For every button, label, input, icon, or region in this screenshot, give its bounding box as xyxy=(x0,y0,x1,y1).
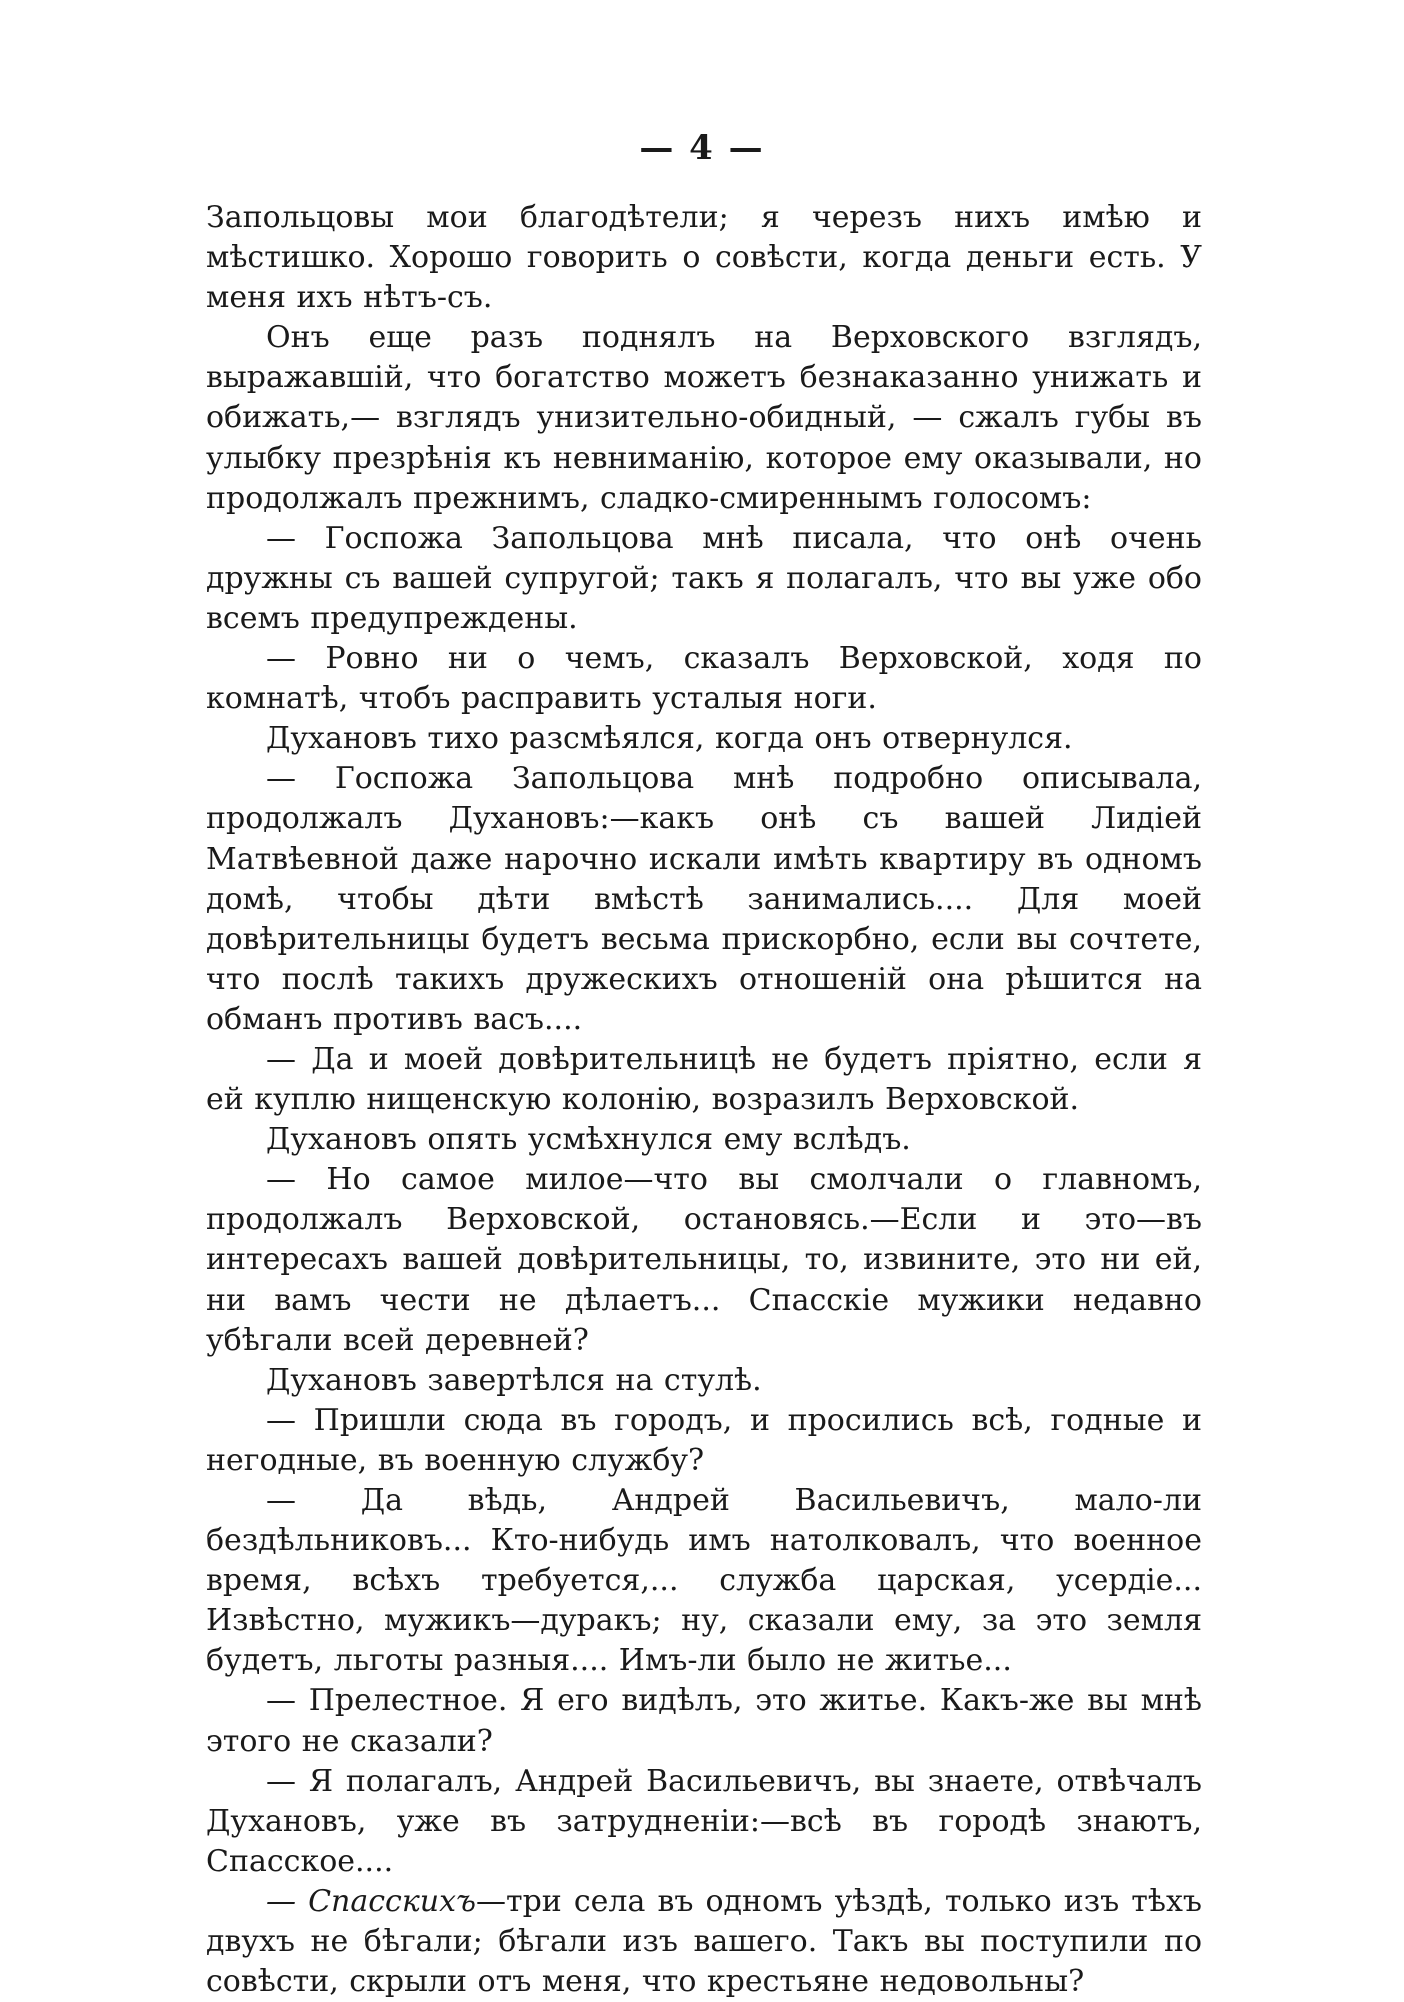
paragraph: — Да вѣдь, Андрей Васильевичъ, мало-ли бездѣльниковъ... Кто-нибудь имъ натолковалъ, что военное время, всѣхъ требуется,... служба царская, усердіе... Извѣстно, мужикъ—дуракъ; ну, сказали ему, за это земля будетъ, льготы разныя.... Имъ-ли было не житье... xyxy=(206,1483,1202,1679)
paragraph-last-text: —три села въ одномъ уѣздѣ, только изъ тѣхъ двухъ не бѣгали; бѣгали изъ вашего. Такъ вы поступили по совѣсти, скрыли отъ меня, что крестьяне недовольны? xyxy=(206,1883,1202,2000)
paragraph: Духановъ опять усмѣхнулся ему вслѣдъ. xyxy=(266,1122,911,1158)
paragraph: — Госпожа Запольцова мнѣ подробно описывала, продолжалъ Духановъ:—какъ онѣ съ вашей Лидіей Матвѣевной даже нарочно искали имѣть квартиру въ одномъ домѣ, чтобы дѣти вмѣстѣ занимались.... Для моей довѣрительницы будетъ весьма прискорбно, если вы сочтете, что послѣ такихъ дружескихъ отношеній она рѣшится на обманъ противъ васъ.... xyxy=(206,761,1202,1037)
paragraph: Духановъ тихо разсмѣялся, когда онъ отвернулся. xyxy=(266,721,1073,757)
paragraph: — Прелестное. Я его видѣлъ, это житье. Какъ-же вы мнѣ этого не сказали? xyxy=(206,1683,1202,1759)
paragraph: Запольцовы мои благодѣтели; я черезъ нихъ имѣю и мѣстишко. Хорошо говорить о совѣсти, когда деньги есть. У меня ихъ нѣтъ-съ. xyxy=(206,200,1202,316)
italic-lead-word: — Спасскихъ xyxy=(266,1883,476,1919)
paragraph: — Ровно ни о чемъ, сказалъ Верховской, ходя по комнатѣ, чтобъ расправить усталыя ноги. xyxy=(206,641,1202,717)
page-text xyxy=(206,198,1202,2002)
paragraph: — Пришли сюда въ городъ, и просились всѣ, годные и негодные, въ военную службу? xyxy=(206,1402,1202,1478)
paragraph: Онъ еще разъ поднялъ на Верховского взглядъ, выражавшій, что богатство можетъ безнаказанно унижать и обижать,— взглядъ унизительно-обидный, — сжалъ губы въ улыбку презрѣнія къ невниманію, которое ему оказывали, но продолжалъ прежнимъ, сладко-смиреннымъ голосомъ: xyxy=(206,320,1202,516)
paragraph: — Госпожа Запольцова мнѣ писала, что онѣ очень дружны съ вашей супругой; такъ я полагалъ, что вы уже обо всемъ предупреждены. xyxy=(206,520,1202,636)
paragraph: Духановъ завертѣлся на стулѣ. xyxy=(266,1362,762,1398)
paragraph: — Я полагалъ, Андрей Васильевичъ, вы знаете, отвѣчалъ Духановъ, уже въ затрудненіи:—всѣ въ городѣ знаютъ, Спасское.... xyxy=(206,1763,1202,1879)
paragraph: — Но самое милое—что вы смолчали о главномъ, продолжалъ Верховской, остановясь.—Если и это—въ интересахъ вашей довѣрительницы, то, извините, это ни ей, ни вамъ чести не дѣлаетъ... Спасскіе мужики недавно убѣгали всей деревней? xyxy=(206,1162,1202,1358)
page-number: — 4 — xyxy=(639,128,765,168)
paragraph: — Да и моей довѣрительницѣ не будетъ пріятно, если я ей куплю нищенскую колонію, возразилъ Верховской. xyxy=(206,1041,1202,1118)
paragraph-last xyxy=(206,1882,1202,2002)
